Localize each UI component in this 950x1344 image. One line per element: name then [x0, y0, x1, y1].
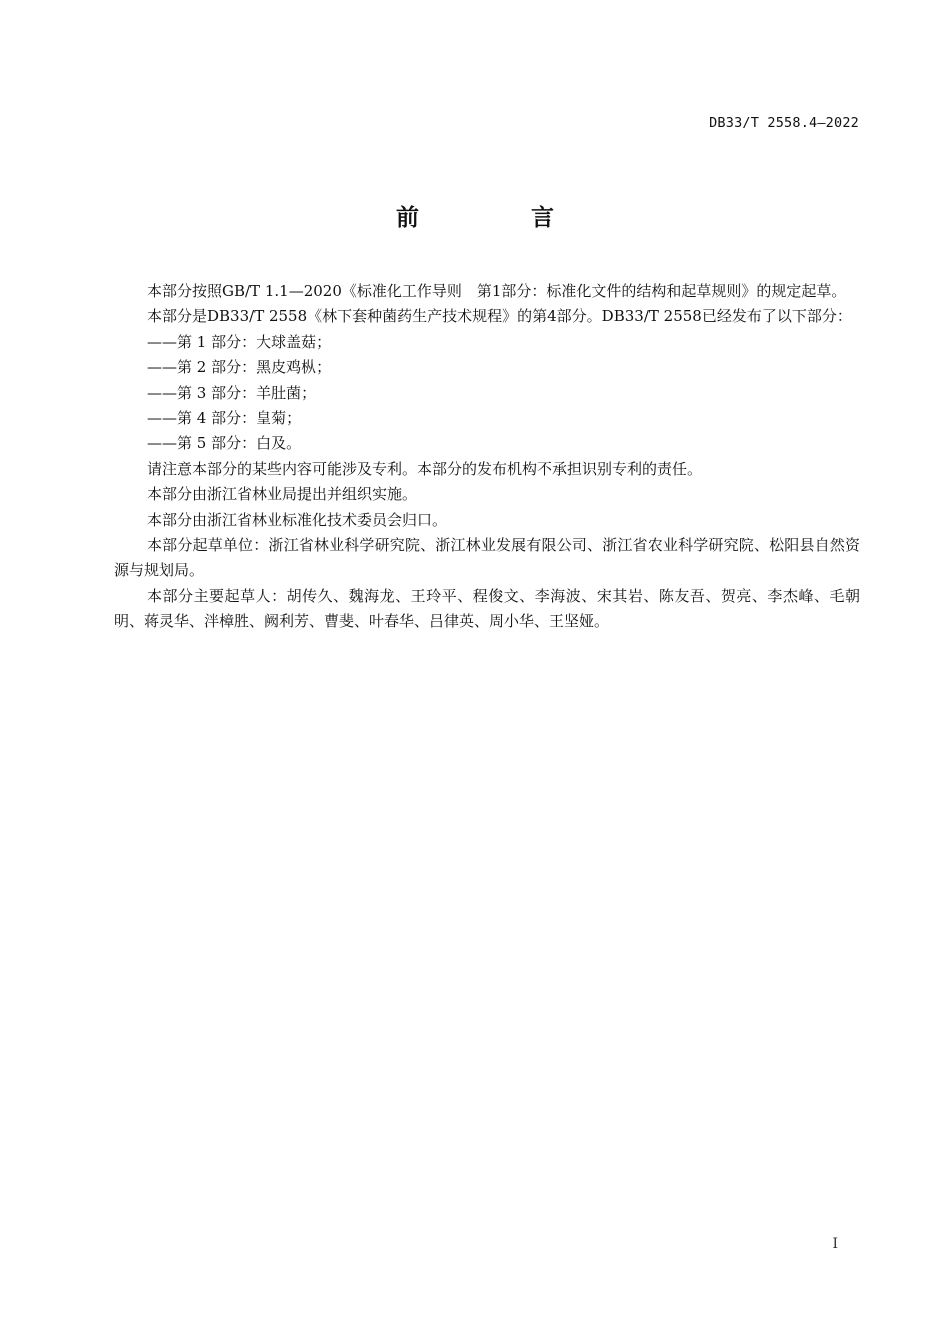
list-item: ——第 3 部分：羊肚菌；: [147, 383, 317, 402]
list-item: ——第 1 部分：大球盖菇；: [147, 332, 332, 351]
list-item: ——第 4 部分：皇菊；: [147, 409, 302, 428]
list-item: ——第 2 部分：黑皮鸡枞；: [147, 358, 332, 377]
paragraph-patent-notice: 请注意本部分的某些内容可能涉及专利。本部分的发布机构不承担识别专利的责任。: [147, 459, 703, 478]
document-code: DB33/T 2558.4—2022: [709, 115, 859, 131]
paragraph-drafting-rules: 本部分按照GB/T 1.1—2020《标准化工作导则 第1部分：标准化文件的结构和起草规则》的规定起草。: [147, 282, 847, 300]
paragraph-committee: 本部分由浙江省林业标准化技术委员会归口。: [147, 510, 448, 529]
foreword-body: [114, 279, 860, 635]
paragraph-series-intro: 本部分是DB33/T 2558《林下套种菌药生产技术规程》的第4部分。DB33/T 2558已经发布了以下部分：: [147, 307, 852, 326]
page-title: 前 言: [395, 205, 606, 231]
paragraph-proposer: 本部分由浙江省林业局提出并组织实施。: [147, 485, 418, 504]
list-item: ——第 5 部分：白及。: [147, 434, 302, 453]
paragraph-drafting-units: 本部分起草单位：浙江省林业科学研究院、浙江林业发展有限公司、浙江省农业科学研究院、松阳县自然资源与规划局。: [114, 536, 860, 580]
paragraph-drafters: 本部分主要起草人：胡传久、魏海龙、王玲平、程俊文、李海波、宋其岩、陈友吾、贺亮、李杰峰、毛朝明、蒋灵华、泮樟胜、阙利芳、曹斐、叶春华、吕律英、周小华、王坚娅。: [114, 586, 860, 631]
page-number: I: [832, 1236, 838, 1252]
